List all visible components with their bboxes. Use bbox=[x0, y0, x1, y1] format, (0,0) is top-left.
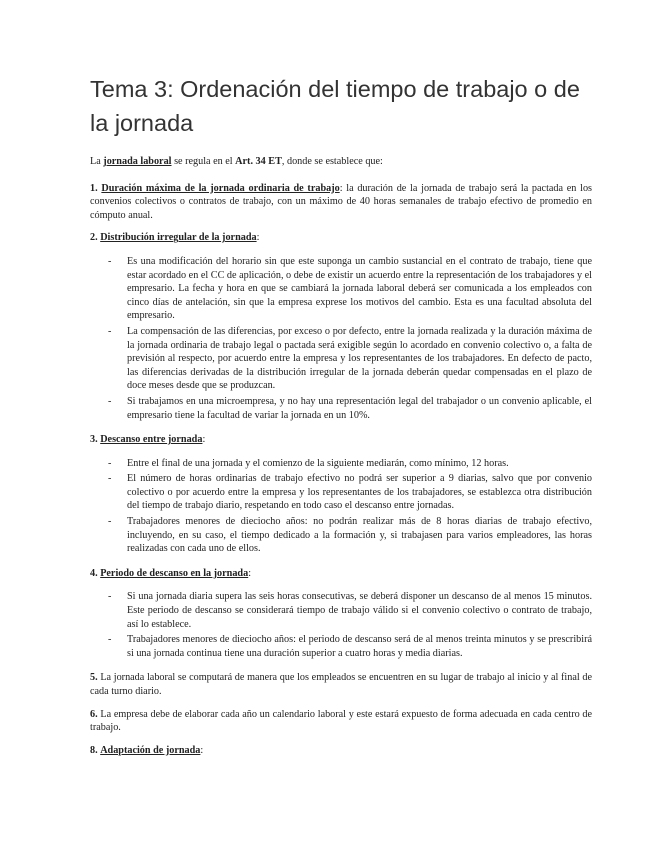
section-8-title bbox=[90, 744, 592, 758]
section-6-paragraph bbox=[90, 708, 592, 735]
section-8-suffix: : bbox=[200, 744, 204, 756]
section-5-number: 5. bbox=[90, 672, 98, 684]
section-5-paragraph bbox=[90, 671, 592, 698]
section-8-number: 8. bbox=[90, 744, 98, 756]
section-1-heading: Duración máxima de la jornada ordinaria de trabajo bbox=[101, 182, 340, 194]
section-2-heading: Distribución irregular de la jornada bbox=[100, 232, 257, 244]
section-6-text: La empresa debe de elaborar cada año un calendario laboral y este estará expuesto de forma adecuada en cada centro de trabajo. bbox=[90, 708, 593, 734]
page-title: Tema 3: Ordenación del tiempo de trabajo o de la jornada bbox=[90, 76, 580, 136]
section-4-list bbox=[90, 590, 592, 660]
section-3-heading: Descanso entre jornada bbox=[100, 434, 203, 446]
list-item: - Si trabajamos en una microempresa, y no hay una representación legal del trabajador o un convenio aplicable, el empresario tiene la facultad de variar la jornada en un 10%. bbox=[127, 395, 592, 422]
list-item: - Si una jornada diaria supera las seis horas consecutivas, se deberá disponer un descanso de al menos 15 minutos. Este periodo de descanso se considerará tiempo de trabajo válido si el convenio colectivo o contrato de trabajo, así lo establece. bbox=[127, 590, 592, 631]
list-item: - Trabajadores menores de dieciocho años: no podrán realizar más de 8 horas diarias de trabajo efectivo, incluyendo, en su caso, el tiempo dedicado a la formación y, si trabajasen para varios empleadores, las horas realizadas con cada uno de ellos. bbox=[127, 515, 592, 556]
section-4-suffix: : bbox=[248, 567, 252, 579]
list-item: - Entre el final de una jornada y el comienzo de la siguiente mediarán, como mínimo, 12 horas. bbox=[127, 457, 592, 471]
section-2-title bbox=[90, 231, 592, 245]
section-4-title bbox=[90, 567, 592, 581]
intro-term: jornada laboral bbox=[103, 156, 172, 167]
list-item: - Es una modificación del horario sin que este suponga un cambio sustancial en el contrato de trabajo, tiene que estar acordado en el CC de aplicación, o debe de existir un acuerdo entre la representación de los trabajadores y el empresario. La fecha y hora en que se cambiará la jornada laboral deberá ser comunicada a los empleados con cinco días de antelación, sin que la empresa exprese los motivos del cambio. Esta es una facultad absoluta del empresario. bbox=[127, 255, 592, 323]
section-1-paragraph bbox=[90, 182, 592, 223]
section-3-number: 3. bbox=[90, 434, 98, 446]
section-2-list bbox=[90, 255, 592, 422]
section-4-heading: Periodo de descanso en la jornada bbox=[100, 567, 249, 579]
intro-article-ref: Art. 34 ET bbox=[235, 156, 282, 167]
section-6-number: 6. bbox=[90, 708, 98, 720]
section-3-title bbox=[90, 433, 592, 447]
section-1-text: : la duración de la jornada de trabajo será la pactada en los convenios colectivos o contratos de trabajo, con un máximo de 40 horas semanales de trabajo efectivo de promedio en cómputo anual. bbox=[90, 182, 592, 221]
list-item: - La compensación de las diferencias, por exceso o por defecto, entre la jornada realizada y la duración máxima de la jornada ordinaria de trabajo legal o pactada será exigible según lo acordado en convenio colectivo o, a falta de previsión al respecto, por acuerdo entre la empresa y los representantes de los trabajadores. En defecto de pacto, las diferencias derivadas de la distribución irregular de la jornada deberán quedar compensadas en el plazo de doce meses desde que se produzcan. bbox=[127, 325, 592, 393]
intro-pre: La bbox=[90, 156, 104, 167]
section-3-suffix: : bbox=[202, 434, 206, 446]
section-4-number: 4. bbox=[90, 567, 98, 579]
section-1-number: 1. bbox=[90, 182, 98, 194]
intro-mid: se regula en el bbox=[171, 156, 236, 167]
intro-paragraph bbox=[90, 155, 592, 169]
list-item: - Trabajadores menores de dieciocho años: el periodo de descanso será de al menos treinta minutos y se prescribirá si una jornada continua tiene una duración superior a cuatro horas y media diarias. bbox=[127, 633, 592, 660]
list-item: - El número de horas ordinarias de trabajo efectivo no podrá ser superior a 9 diarias, salvo que por convenio colectivo o por acuerdo entre la empresa y los representantes de los trabajadores, se establezca otra distribución del tiempo de trabajo diario, respetando en todo caso el descanso entre jornadas. bbox=[127, 472, 592, 513]
section-8-heading: Adaptación de jornada bbox=[100, 744, 201, 756]
section-3-list bbox=[90, 457, 592, 556]
section-5-text: La jornada laboral se computará de manera que los empleados se encuentren en su lugar de trabajo al inicio y al final de cada turno diario. bbox=[90, 672, 592, 697]
section-2-suffix: : bbox=[256, 232, 260, 244]
intro-post: , donde se establece que: bbox=[281, 156, 383, 167]
section-2-number: 2. bbox=[90, 232, 98, 244]
